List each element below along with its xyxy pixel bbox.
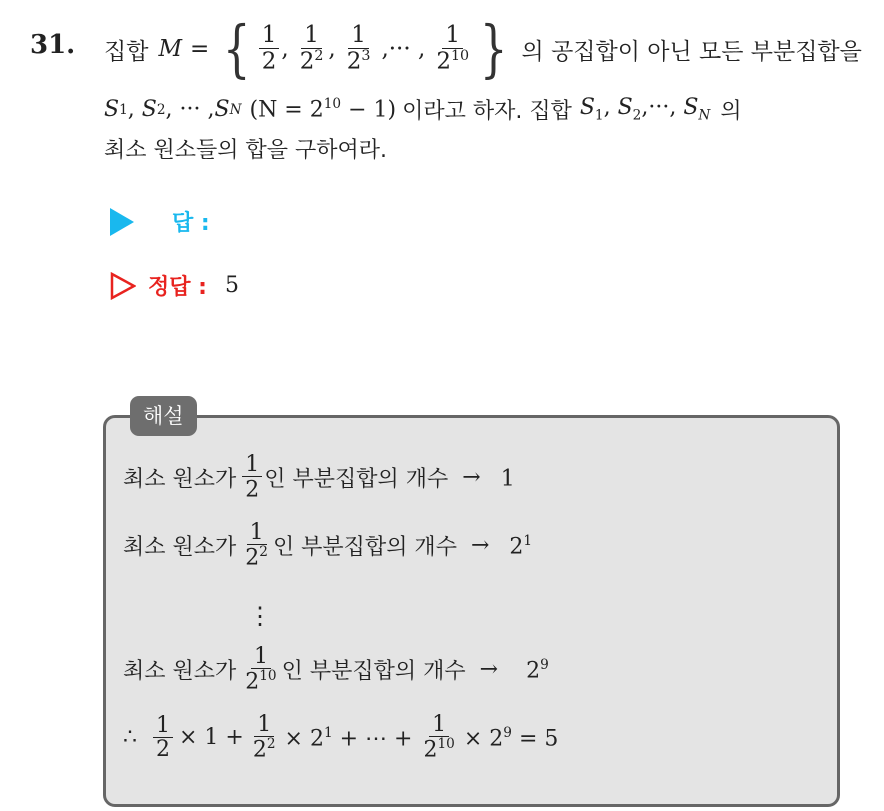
answer-label: 답 : xyxy=(172,211,210,236)
set-ellipsis: ,··· , xyxy=(381,36,426,62)
line2-ellipsis: ··· xyxy=(179,97,201,122)
n-definition: $(N = 2^{10} - 1)$ xyxy=(249,96,397,123)
solution-vdots: ⋮ xyxy=(248,602,272,630)
set-element-2: $\frac{1}{2^2}$ xyxy=(299,22,324,75)
solution-tab: 해설 xyxy=(130,396,197,436)
solution-row-1: 최소 원소가 $\frac{1}{2}$ 인 부분집합의 개수 → 1 xyxy=(123,452,515,503)
outline-arrow-icon xyxy=(110,272,136,300)
set-element-3: $\frac{1}{2^3}$ xyxy=(346,22,371,75)
question-line-2: S 1 , S 2 , ··· , S N $(N = 2^{10} - 1)$ 이라고 하자. 집합 $S_1$, $S_2,\cdot\cdot\cdot$, $S_N$ 의 xyxy=(104,95,742,124)
question-line1-suffix: 의 공집합이 아닌 모든 부분집합을 xyxy=(521,38,862,65)
play-arrow-icon xyxy=(110,208,134,236)
question-number: 31. xyxy=(30,30,76,60)
solution-conclusion: ∴ $\frac{1}{2}$ × 1 + $\frac{1}{2^2}$ × $2^1$ + ⋯ + $\frac{1}{2^{10}}$ × $2^9 = 5$ xyxy=(123,712,559,763)
set-variable: M xyxy=(158,36,182,62)
set-element-1: $\frac{1}{2}$ xyxy=(259,23,280,74)
question-line-3: 최소 원소들의 합을 구하여라. xyxy=(104,138,387,163)
correct-answer-value: 5 xyxy=(224,273,239,298)
right-brace: } xyxy=(480,12,508,85)
set-element-last: $\frac{1}{2^{10}}$ xyxy=(436,22,470,75)
solution-row-2: 최소 원소가 $\frac{1}{2^2}$ 인 부분집합의 개수 → $2^1$ xyxy=(123,520,533,571)
question-prefix: 집합 xyxy=(104,38,149,65)
correct-answer-label: 정답 : xyxy=(148,275,207,300)
line2-text: 이라고 하자. 집합 xyxy=(402,99,572,124)
question-line-1: 집합 M = { $\frac{1}{2}$ , $\frac{1}{2^2}$ , $\frac{1}{2^3}$ ,··· , $\frac{1}{2^{10}}$ } 의 공집합이 아닌 모든 부분집합을 xyxy=(104,12,862,85)
left-brace: { xyxy=(223,12,251,85)
solution-row-3: 최소 원소가 $\frac{1}{2^{10}}$ 인 부분집합의 개수 → $2^9$ xyxy=(123,644,549,695)
equals-sign: = xyxy=(190,36,210,62)
correct-answer-row xyxy=(110,270,239,301)
answer-row xyxy=(110,206,210,237)
